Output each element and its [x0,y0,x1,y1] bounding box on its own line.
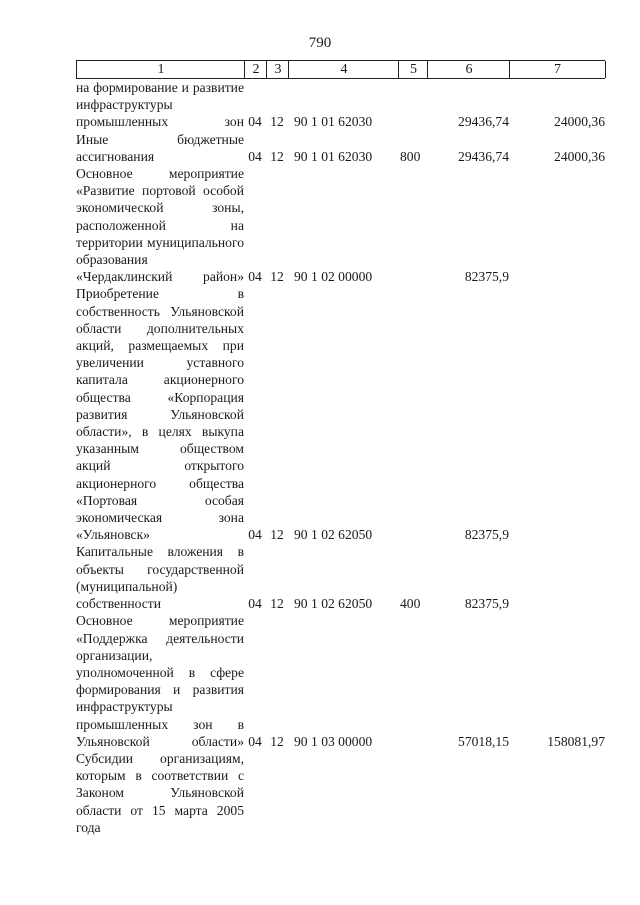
row-amount-2: 158081,97 [547,733,605,749]
row-target-code: 90 1 02 00000 [294,269,373,285]
budget-table [76,60,605,836]
row-section: 04 [248,114,262,130]
row-name: Иные бюджетные ассигнования [76,131,244,164]
row-target-code: 90 1 02 62050 [294,596,373,612]
table-row [76,131,605,165]
table-row [76,612,605,750]
row-section: 04 [248,527,262,543]
header-col-3: 3 [266,61,289,78]
row-amount-1: 29436,74 [458,114,509,130]
row-amount-1: 82375,9 [464,596,509,612]
header-col-6: 6 [427,61,510,78]
header-col-1: 1 [76,61,245,78]
row-section: 04 [248,596,262,612]
header-col-4: 4 [288,61,399,78]
table-row [76,165,605,285]
row-amount-1: 82375,9 [464,527,509,543]
row-amount-2: 24000,36 [554,114,605,130]
row-section: 04 [248,733,262,749]
row-amount-1: 57018,15 [458,733,509,749]
row-amount-2: 24000,36 [554,148,605,164]
row-expense-type: 800 [400,148,421,164]
header-col-7: 7 [509,61,606,78]
row-name: Приобретение в собственность Ульяновской области дополнительных акций, размещаемых при увеличении уставного капитала акционерного общества «Корпорация развития Ульяновской области», в целях выкупа указанным обществом акций открытого акционерного общества «Портовая особая экономическая зона «Ульяновск» [76,286,244,543]
row-name: на формирование и развитие инфраструктуры промышленных зон [76,80,244,130]
table-row [76,285,605,543]
row-name: Капитальные вложения в объекты государственной (муниципальной) собственности [76,544,244,612]
row-target-code: 90 1 01 62030 [294,148,373,164]
row-target-code: 90 1 03 00000 [294,733,373,749]
row-expense-type: 400 [400,596,421,612]
row-name: Основное мероприятие «Поддержка деятельности организации, уполномоченной в сфере формирования и развития инфраструктуры промышленных зон в Ульяновской области» [76,613,244,749]
row-name: Основное мероприятие «Развитие портовой особой экономической зоны, расположенной на территории муниципального образования «Чердаклинский район» [76,166,244,285]
row-name: Субсидии организациям, которым в соответствии с Законом Ульяновской области от 15 марта 2005 года [76,750,244,835]
table-row [76,79,605,131]
row-subsection: 12 [270,114,284,130]
row-amount-1: 82375,9 [464,269,509,285]
header-col-2: 2 [244,61,267,78]
row-target-code: 90 1 02 62050 [294,527,373,543]
row-target-code: 90 1 01 62030 [294,114,373,130]
table-row [76,750,605,836]
row-subsection: 12 [270,148,284,164]
page-number: 790 [308,35,332,51]
table-row [76,543,605,612]
row-subsection: 12 [270,596,284,612]
row-subsection: 12 [270,733,284,749]
row-subsection: 12 [270,527,284,543]
row-amount-1: 29436,74 [458,148,509,164]
table-header [76,60,605,79]
row-section: 04 [248,148,262,164]
row-section: 04 [248,269,262,285]
row-subsection: 12 [270,269,284,285]
header-col-5: 5 [398,61,428,78]
